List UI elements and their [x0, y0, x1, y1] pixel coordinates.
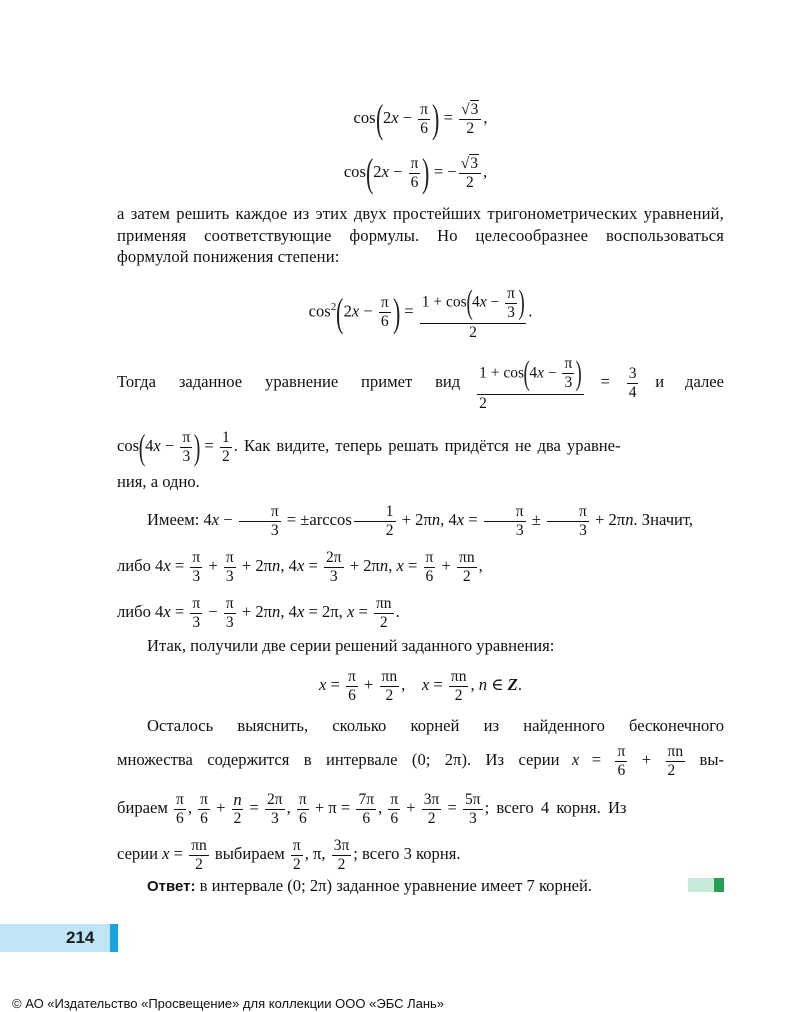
right-paren: )	[575, 354, 583, 392]
den: 2	[233, 809, 242, 827]
end-of-solution-marker	[688, 878, 724, 892]
op: −	[543, 364, 561, 382]
line-remain-1: Осталось выяснить, сколько корней из найденного бесконечного	[147, 716, 724, 735]
den: 6	[297, 809, 309, 828]
op: =	[400, 301, 418, 321]
var-x: x	[571, 750, 580, 769]
den: 2	[332, 855, 352, 874]
den: 3	[239, 521, 281, 540]
frac-n-2	[232, 791, 244, 828]
frac-3pi-2	[332, 837, 352, 874]
den: 3	[265, 809, 285, 828]
var-n: n	[478, 675, 488, 694]
num: π	[298, 790, 307, 808]
den: 6	[379, 312, 391, 331]
op: =	[403, 556, 422, 575]
op: =	[464, 510, 482, 529]
den: 2	[477, 394, 584, 413]
num: πn	[191, 836, 207, 854]
num: 3π	[423, 790, 440, 808]
left-paren: (	[365, 150, 374, 196]
text: вы-	[699, 750, 725, 769]
var-x: x	[346, 602, 355, 621]
var-x: x	[296, 556, 305, 575]
num: π	[192, 548, 201, 566]
op: =	[354, 602, 372, 621]
frac-big	[420, 283, 527, 342]
frac-pi-6	[198, 791, 210, 828]
sep: , π,	[304, 844, 330, 863]
op: + π =	[310, 798, 355, 817]
den: 2	[459, 173, 481, 192]
var-x: x	[163, 602, 171, 621]
op: =	[304, 556, 322, 575]
num: π	[410, 154, 419, 172]
num: π	[176, 790, 184, 808]
num: π	[425, 548, 434, 566]
num: 3π	[333, 836, 350, 854]
op: −	[359, 301, 377, 321]
den: 3	[505, 303, 517, 322]
num: π	[579, 502, 587, 520]
var-x: x	[319, 675, 327, 694]
left-paren: (	[523, 354, 530, 392]
den: 6	[418, 119, 430, 138]
exponent: 2	[330, 301, 337, 313]
frac-pi-6	[615, 743, 627, 780]
op: + 2π	[397, 510, 432, 529]
den: 2	[459, 119, 481, 138]
text: либо 4	[117, 556, 164, 575]
text: . Значит,	[633, 510, 694, 529]
punct: ,	[478, 556, 483, 575]
answer-text: в интервале (0; 2π) заданное уравнение имеет 7 корней.	[195, 876, 593, 895]
num: π	[564, 355, 573, 373]
line-so-got: Итак, получили две серии решений заданного уравнения:	[147, 636, 555, 655]
right-paren: )	[193, 427, 201, 468]
cos-fn: cos	[353, 108, 376, 127]
radicand: 3	[470, 100, 479, 118]
frac-2pi-3	[265, 791, 285, 828]
frac-pi-3	[484, 503, 526, 540]
coef: 4	[145, 436, 154, 455]
frac-pi-3	[562, 355, 574, 392]
var-x: x	[456, 510, 465, 529]
var-n: n	[431, 510, 441, 529]
op: = 2π,	[304, 602, 347, 621]
cos-fn: cos	[308, 301, 331, 321]
left-paren: (	[375, 96, 383, 142]
copyright-notice: © АО «Издательство «Просвещение» для коллекции ООО «ЭБС Лань»	[12, 996, 445, 1011]
num: π	[617, 742, 626, 760]
num: π	[420, 100, 429, 118]
left-paren: (	[336, 289, 344, 335]
den: 6	[615, 761, 627, 780]
op: =	[245, 798, 264, 817]
answer-line	[117, 874, 724, 899]
frac-1-2	[354, 503, 396, 540]
text: Тогда заданное уравнение примет вид	[117, 372, 461, 391]
den: 4	[628, 383, 637, 401]
num: 7π	[358, 790, 375, 808]
op: =	[169, 844, 188, 863]
num: n	[233, 789, 242, 809]
op: =	[439, 108, 458, 127]
num: πn	[450, 667, 467, 685]
op: + 2π	[590, 510, 626, 529]
punct: .	[528, 301, 533, 321]
op: + 2π	[345, 556, 380, 575]
op: +	[402, 798, 420, 817]
den: 2	[666, 761, 686, 780]
num: π	[225, 594, 234, 612]
frac-big	[477, 354, 584, 413]
num: π	[225, 548, 234, 566]
var-x: x	[391, 108, 399, 127]
num: 1	[221, 428, 230, 446]
frac-sqrt3-2	[459, 101, 481, 138]
var-x: x	[537, 364, 544, 382]
text: множества содержится в интервале (0; 2π). Из серии	[117, 750, 560, 769]
set-z: Z	[507, 675, 518, 694]
den: 6	[174, 809, 186, 828]
den: 2	[380, 686, 400, 705]
den: 6	[424, 567, 436, 586]
den: 3	[224, 567, 236, 586]
text: . Как видите, теперь решать придётся не два уравне-	[233, 436, 621, 455]
num	[420, 283, 527, 323]
den: 6	[356, 809, 376, 828]
equation-cos-plus	[117, 92, 724, 144]
den: 2	[420, 323, 527, 342]
num: 2π	[325, 548, 342, 566]
cos-fn: cos	[343, 162, 366, 181]
frac-pi-6	[346, 668, 358, 705]
var-x: x	[381, 162, 389, 181]
frac-pi-3	[239, 503, 281, 540]
num-pre: 1 + cos	[421, 293, 467, 311]
frac-pi-3	[224, 549, 236, 586]
right-paren: )	[422, 150, 430, 196]
left-paren: (	[138, 427, 146, 468]
sep: ,	[388, 556, 397, 575]
num: πn	[381, 667, 398, 685]
left-paren: (	[466, 284, 473, 322]
op: +	[437, 556, 455, 575]
frac-pi-3	[180, 429, 192, 466]
text: либо 4	[117, 602, 164, 621]
op: +	[211, 798, 230, 817]
var-n: n	[272, 602, 281, 621]
frac-pi-6	[379, 294, 391, 331]
frac-pi-3	[505, 285, 517, 322]
den: 2	[221, 447, 230, 465]
num: π	[380, 294, 389, 312]
op: +	[629, 750, 664, 769]
coef: 4	[529, 364, 538, 382]
text: Имеем: 4	[147, 510, 212, 529]
text: ; всего 3 корня.	[353, 844, 461, 863]
right-paren: )	[432, 96, 440, 142]
op: =	[170, 556, 189, 575]
punct: .	[395, 602, 400, 621]
num: 3	[628, 364, 637, 382]
var-x: x	[162, 844, 170, 863]
line-or	[117, 590, 724, 634]
frac-pi-6	[174, 791, 186, 828]
page-number: 214	[66, 928, 95, 947]
num: √3	[461, 100, 479, 118]
var-x: x	[396, 556, 404, 575]
line-series-2	[117, 832, 724, 876]
coef: 2	[373, 162, 382, 181]
den: 3	[180, 447, 192, 466]
var-x: x	[211, 510, 220, 529]
punct: ,	[483, 108, 488, 127]
op: =	[579, 750, 614, 769]
op: =	[443, 798, 462, 817]
var-n: n	[379, 556, 389, 575]
frac-pi-3	[190, 549, 202, 586]
op: =	[200, 436, 218, 455]
den: 2	[457, 567, 477, 586]
den: 2	[374, 613, 394, 632]
num: π	[192, 594, 201, 612]
den: 3	[484, 521, 526, 540]
var-x: x	[479, 293, 487, 311]
num: π	[200, 790, 208, 808]
line-have	[117, 498, 724, 542]
page-number-accent	[110, 924, 118, 952]
frac-3pi-2	[422, 791, 442, 828]
coef: 2	[343, 301, 352, 321]
frac-3-4	[627, 365, 639, 402]
sep: , 4	[440, 510, 457, 529]
coef: 4	[471, 293, 480, 311]
num: π	[515, 502, 524, 520]
den: 3	[463, 809, 483, 828]
right-paren: )	[518, 284, 525, 322]
den: 6	[409, 173, 421, 192]
var-x: x	[421, 675, 430, 694]
den: 3	[324, 567, 344, 586]
num: π	[182, 428, 191, 446]
op: = ±arccos	[282, 510, 352, 529]
op: +	[204, 556, 222, 575]
var-x: x	[296, 602, 305, 621]
line-choose: бираем $\frac{\pi}{6}$ , $\frac{\pi}{6}$ + $\frac{n}{2}$ = $\frac{2\pi}{3}$ , $\frac{\pi}{6}$ + π = $\frac{7\pi}{6}$ , $\frac{\pi}{6}$ + $\frac{3\pi}{2}$ = $\frac{5\pi}{3}$ ; всего 4 корня. Из	[117, 789, 627, 827]
var-x: x	[163, 556, 171, 575]
right-paren: )	[392, 289, 401, 335]
op: ±	[527, 510, 546, 529]
den: 3	[562, 373, 574, 392]
num: 1	[385, 502, 394, 520]
num: π	[507, 284, 515, 302]
frac-1-2	[220, 429, 232, 466]
op: ∈	[487, 675, 508, 694]
op: −	[160, 436, 179, 455]
num-pre: 1 + cos	[479, 364, 524, 382]
num: 5π	[465, 790, 481, 808]
frac-sqrt3-2	[459, 155, 481, 192]
text: и далее	[655, 372, 724, 391]
num: πn	[459, 548, 475, 566]
text: выбираем	[210, 844, 285, 863]
equation-series	[117, 662, 724, 708]
punct: ,	[401, 675, 406, 694]
den: 6	[198, 809, 210, 828]
num: πn	[375, 594, 392, 612]
den: 2	[354, 521, 396, 540]
num: √3	[460, 154, 479, 172]
punct: ,	[483, 162, 488, 181]
den: 3	[224, 613, 236, 632]
line-one-equation: ния, а одно.	[117, 472, 200, 491]
den: 3	[547, 521, 589, 540]
op: + 2π	[237, 556, 273, 575]
var-x: x	[153, 436, 161, 455]
den: 6	[346, 686, 358, 705]
frac-pi-3	[547, 503, 589, 540]
den: 3	[190, 613, 202, 632]
frac-pi-3	[190, 595, 202, 632]
punct: ,	[470, 675, 475, 694]
op: −	[398, 108, 417, 127]
num	[477, 354, 584, 394]
num: π	[390, 790, 399, 808]
op: =	[170, 602, 189, 621]
end-marker-dark	[714, 878, 724, 892]
den: 2	[422, 809, 442, 828]
frac-5pi-3	[463, 791, 483, 828]
sep: , 4	[280, 602, 297, 621]
frac-pin-2	[457, 549, 477, 586]
num: π	[348, 667, 356, 685]
line-cos-4x	[117, 424, 724, 468]
answer-label: Ответ:	[147, 878, 196, 895]
frac-pi-6	[409, 155, 421, 192]
line-remain-2	[117, 738, 724, 782]
var-n: n	[625, 510, 634, 529]
line-then	[117, 350, 724, 414]
frac-pin-2	[449, 668, 469, 705]
den: 2	[449, 686, 469, 705]
frac-pi-6	[297, 791, 309, 828]
frac-pin-2	[380, 668, 400, 705]
op: =	[326, 675, 345, 694]
sep: , 4	[280, 556, 297, 575]
coef: 2	[382, 108, 392, 127]
op: −	[486, 293, 504, 311]
op: =	[429, 675, 447, 694]
frac-pi-6	[418, 101, 430, 138]
paragraph-intro: а затем решить каждое из этих двух простейших тригонометрических уравнений, применяя соответствующие формулы. Но целесообразнее воспользоваться формулой понижения степени:	[117, 204, 724, 266]
frac-pin-2	[666, 743, 686, 780]
num: π	[292, 836, 301, 854]
num: πn	[667, 742, 684, 760]
op: −	[219, 510, 237, 529]
den: 3	[190, 567, 202, 586]
op: −	[204, 602, 222, 621]
den: 2	[189, 855, 209, 874]
frac-pi-6	[424, 549, 436, 586]
frac-pi-2	[291, 837, 303, 874]
line-either	[117, 544, 724, 588]
cos-fn: cos	[117, 436, 140, 455]
text: ; всего 4 корня. Из	[484, 798, 627, 817]
var-x: x	[351, 301, 360, 321]
op: =	[585, 372, 625, 391]
radicand: 3	[470, 154, 479, 172]
text: серии	[117, 844, 158, 863]
op: +	[359, 675, 378, 694]
num: 2π	[267, 790, 283, 808]
frac-7pi-6	[356, 791, 376, 828]
frac-pi-3	[224, 595, 236, 632]
frac-pin-2	[374, 595, 394, 632]
text: бираем	[117, 798, 168, 817]
op: −	[388, 162, 407, 181]
var-n: n	[272, 556, 281, 575]
frac-pin-2	[189, 837, 209, 874]
den: 2	[291, 855, 303, 874]
punct: .	[517, 675, 522, 694]
equation-power-reduction	[117, 270, 724, 344]
equation-cos-minus	[112, 146, 719, 198]
den: 6	[388, 809, 400, 828]
frac-pi-6	[388, 791, 400, 828]
end-marker-light	[688, 878, 714, 892]
op: + 2π	[237, 602, 273, 621]
frac-2pi-3	[324, 549, 344, 586]
num: π	[270, 502, 279, 520]
op: = −	[429, 162, 457, 181]
